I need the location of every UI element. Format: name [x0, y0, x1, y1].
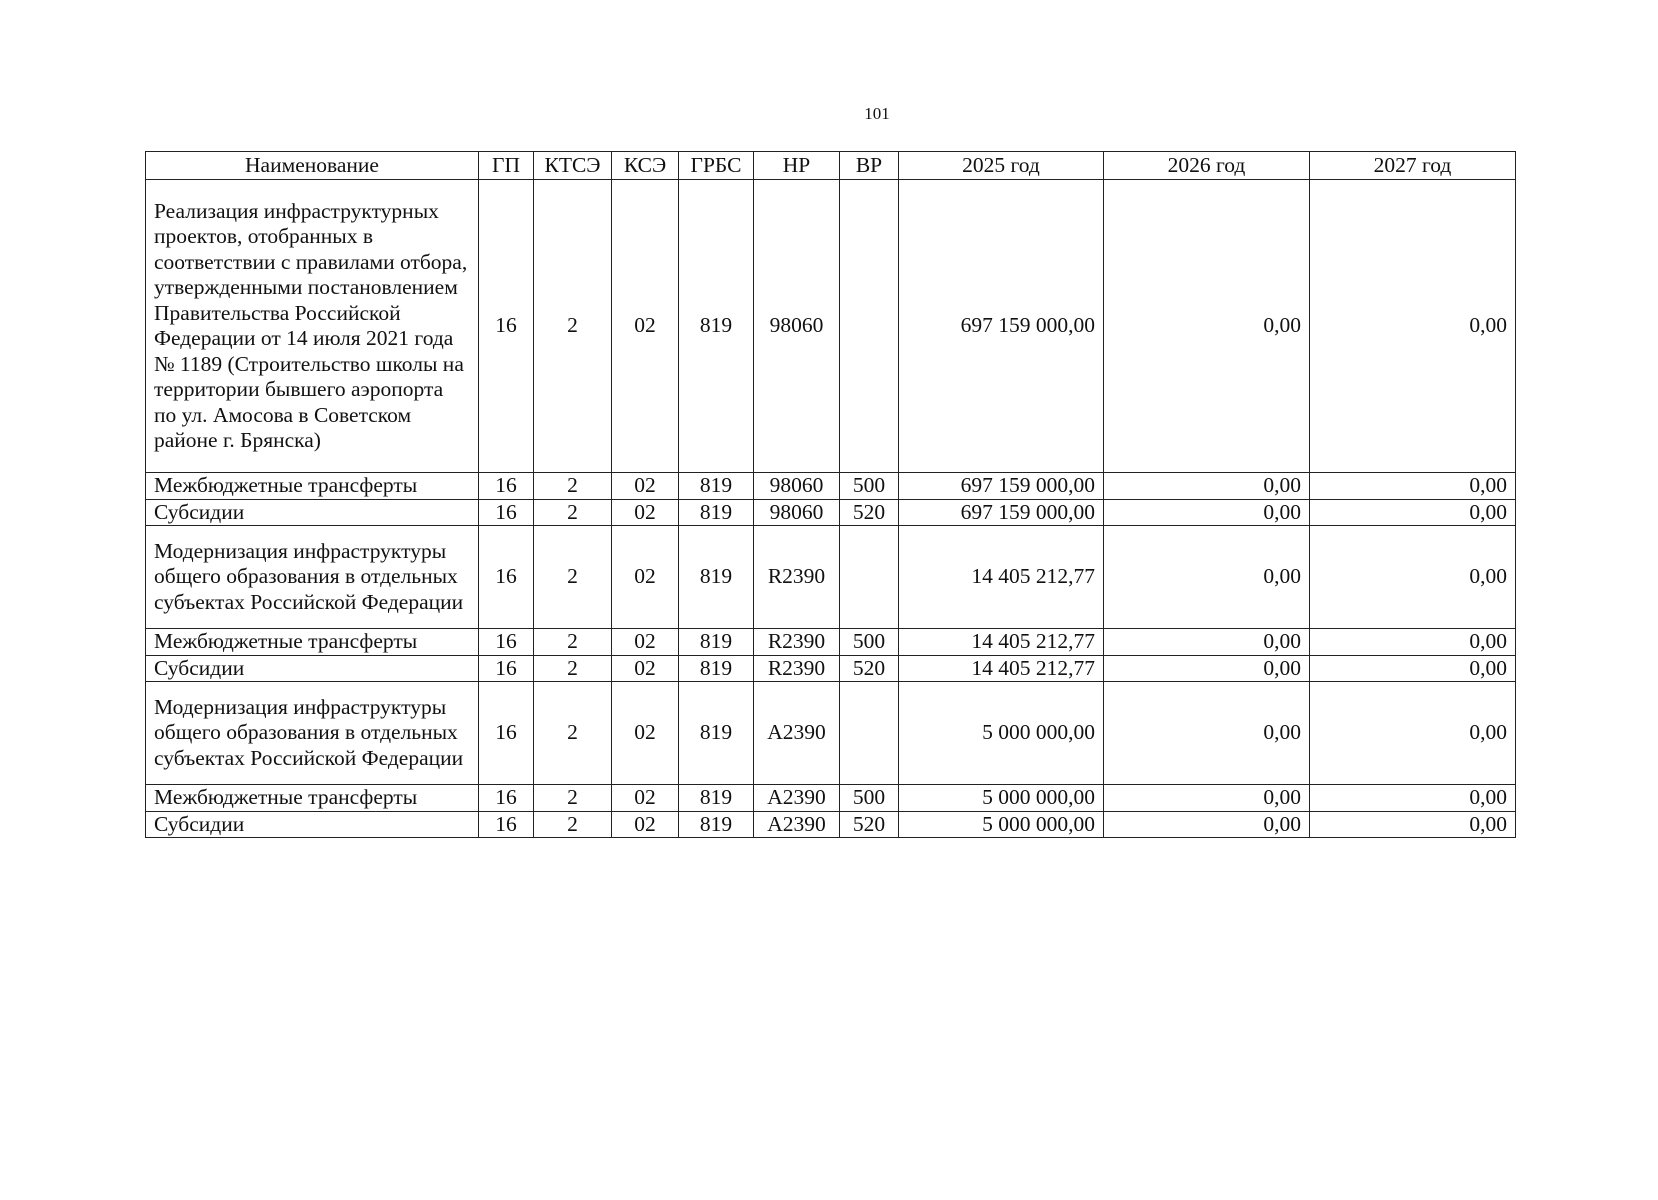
cell-kse: 02 — [612, 499, 679, 526]
cell-name: Субсидии — [146, 811, 479, 838]
cell-nr: 98060 — [754, 499, 840, 526]
cell-name: Межбюджетные трансферты — [146, 629, 479, 656]
cell-name: Субсидии — [146, 655, 479, 682]
cell-gp: 16 — [479, 473, 534, 500]
table-row — [146, 499, 1516, 526]
cell-ktse: 2 — [534, 682, 612, 785]
cell-2026: 0,00 — [1104, 526, 1310, 629]
cell-ktse: 2 — [534, 526, 612, 629]
cell-2026: 0,00 — [1104, 180, 1310, 473]
budget-table — [145, 151, 1516, 838]
page-number: 101 — [864, 104, 890, 123]
cell-ktse: 2 — [534, 180, 612, 473]
cell-grbs: 819 — [679, 180, 754, 473]
cell-2026: 0,00 — [1104, 655, 1310, 682]
cell-2027: 0,00 — [1310, 785, 1516, 812]
cell-name: Межбюджетные трансферты — [146, 473, 479, 500]
table-row — [146, 785, 1516, 812]
cell-name: Модернизация инфраструктуры общего образования в отдельных субъектах Российской Федерации — [146, 682, 479, 785]
cell-name: Реализация инфраструктурных проектов, отобранных в соответствии с правилами отбора, утвержденными постановлением Правительства Российской Федерации от 14 июля 2021 года № 1189 (Строительство школы на территории бывшего аэропорта по ул. Амосова в Советском районе г. Брянска) — [146, 180, 479, 473]
cell-2026: 0,00 — [1104, 499, 1310, 526]
cell-2027: 0,00 — [1310, 180, 1516, 473]
cell-kse: 02 — [612, 473, 679, 500]
header-gp: ГП — [479, 152, 534, 180]
cell-2025: 14 405 212,77 — [899, 526, 1104, 629]
header-grbs: ГРБС — [679, 152, 754, 180]
header-2026: 2026 год — [1104, 152, 1310, 180]
cell-nr: R2390 — [754, 655, 840, 682]
cell-ktse: 2 — [534, 785, 612, 812]
cell-kse: 02 — [612, 682, 679, 785]
cell-gp: 16 — [479, 811, 534, 838]
cell-ktse: 2 — [534, 473, 612, 500]
cell-nr: R2390 — [754, 629, 840, 656]
table-row — [146, 811, 1516, 838]
table-row — [146, 180, 1516, 473]
cell-vr: 500 — [840, 629, 899, 656]
cell-vr: 520 — [840, 499, 899, 526]
cell-2025: 697 159 000,00 — [899, 473, 1104, 500]
cell-vr: 500 — [840, 473, 899, 500]
cell-2026: 0,00 — [1104, 473, 1310, 500]
cell-2025: 697 159 000,00 — [899, 180, 1104, 473]
cell-gp: 16 — [479, 180, 534, 473]
cell-grbs: 819 — [679, 499, 754, 526]
cell-kse: 02 — [612, 180, 679, 473]
cell-2025: 5 000 000,00 — [899, 811, 1104, 838]
header-nr: НР — [754, 152, 840, 180]
cell-2027: 0,00 — [1310, 682, 1516, 785]
cell-grbs: 819 — [679, 526, 754, 629]
cell-2027: 0,00 — [1310, 499, 1516, 526]
cell-gp: 16 — [479, 655, 534, 682]
cell-2026: 0,00 — [1104, 682, 1310, 785]
cell-gp: 16 — [479, 785, 534, 812]
table-row — [146, 526, 1516, 629]
cell-grbs: 819 — [679, 473, 754, 500]
cell-ktse: 2 — [534, 499, 612, 526]
table-row — [146, 473, 1516, 500]
header-2027: 2027 год — [1310, 152, 1516, 180]
cell-ktse: 2 — [534, 655, 612, 682]
header-vr: ВР — [840, 152, 899, 180]
cell-vr: 520 — [840, 811, 899, 838]
cell-vr — [840, 180, 899, 473]
header-row — [146, 152, 1516, 180]
cell-kse: 02 — [612, 811, 679, 838]
cell-2026: 0,00 — [1104, 785, 1310, 812]
cell-kse: 02 — [612, 655, 679, 682]
cell-ktse: 2 — [534, 629, 612, 656]
cell-grbs: 819 — [679, 811, 754, 838]
cell-ktse: 2 — [534, 811, 612, 838]
cell-grbs: 819 — [679, 629, 754, 656]
cell-2027: 0,00 — [1310, 811, 1516, 838]
cell-gp: 16 — [479, 499, 534, 526]
cell-nr: А2390 — [754, 682, 840, 785]
cell-vr — [840, 526, 899, 629]
cell-2025: 14 405 212,77 — [899, 655, 1104, 682]
cell-gp: 16 — [479, 526, 534, 629]
cell-kse: 02 — [612, 785, 679, 812]
cell-grbs: 819 — [679, 655, 754, 682]
cell-gp: 16 — [479, 682, 534, 785]
header-2025: 2025 год — [899, 152, 1104, 180]
cell-grbs: 819 — [679, 785, 754, 812]
cell-2027: 0,00 — [1310, 473, 1516, 500]
cell-nr: А2390 — [754, 811, 840, 838]
header-ktse: КТСЭ — [534, 152, 612, 180]
cell-gp: 16 — [479, 629, 534, 656]
cell-2027: 0,00 — [1310, 655, 1516, 682]
cell-2027: 0,00 — [1310, 526, 1516, 629]
table-row — [146, 629, 1516, 656]
table-row — [146, 655, 1516, 682]
cell-name: Субсидии — [146, 499, 479, 526]
cell-name: Межбюджетные трансферты — [146, 785, 479, 812]
cell-vr: 500 — [840, 785, 899, 812]
cell-2026: 0,00 — [1104, 811, 1310, 838]
cell-vr — [840, 682, 899, 785]
table-row — [146, 682, 1516, 785]
cell-2025: 697 159 000,00 — [899, 499, 1104, 526]
cell-vr: 520 — [840, 655, 899, 682]
cell-name: Модернизация инфраструктуры общего образования в отдельных субъектах Российской Федерации — [146, 526, 479, 629]
cell-kse: 02 — [612, 629, 679, 656]
cell-nr: 98060 — [754, 473, 840, 500]
cell-2027: 0,00 — [1310, 629, 1516, 656]
header-kse: КСЭ — [612, 152, 679, 180]
cell-2026: 0,00 — [1104, 629, 1310, 656]
cell-grbs: 819 — [679, 682, 754, 785]
cell-kse: 02 — [612, 526, 679, 629]
header-name: Наименование — [146, 152, 479, 180]
cell-2025: 5 000 000,00 — [899, 785, 1104, 812]
cell-2025: 5 000 000,00 — [899, 682, 1104, 785]
cell-nr: R2390 — [754, 526, 840, 629]
cell-nr: 98060 — [754, 180, 840, 473]
cell-2025: 14 405 212,77 — [899, 629, 1104, 656]
cell-nr: А2390 — [754, 785, 840, 812]
